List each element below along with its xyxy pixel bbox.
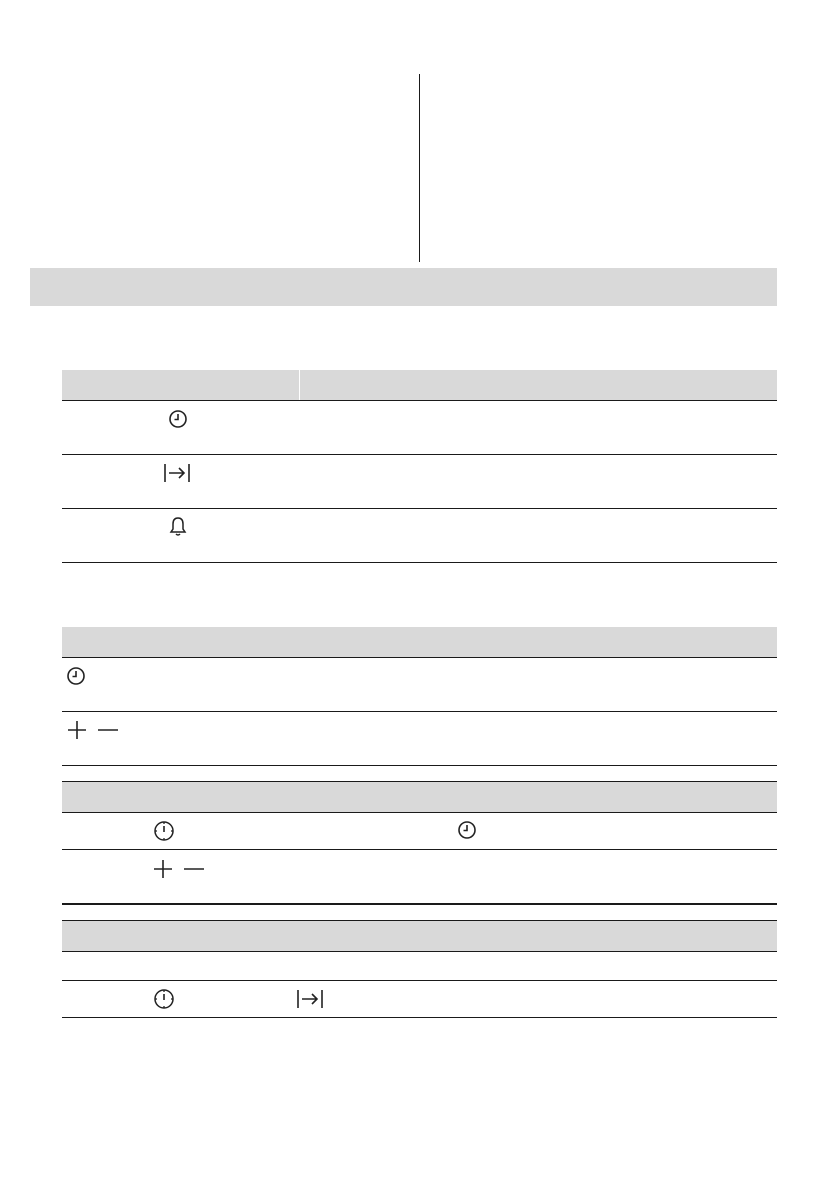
table-header [62,920,777,951]
table-rule [62,980,777,981]
table-rule [62,781,777,782]
column-divider [419,74,420,262]
duration-arrow-icon [295,988,325,1010]
clock-icon [66,666,86,686]
table-header-divider [299,370,300,400]
table-rule [62,400,777,401]
timer-dial-icon [153,988,175,1010]
section-heading-band [30,268,777,306]
table-rule [62,849,777,850]
table-rule [62,951,777,952]
plus-minus-icon [64,719,124,741]
table-rule [62,711,777,712]
table-rule [62,812,777,813]
table-rule [62,765,777,766]
plus-minus-icon [150,858,210,880]
bell-icon [168,516,188,538]
table-rule [62,657,777,658]
table-rule [62,508,777,509]
table-header [62,370,777,400]
table-rule [62,903,777,905]
table-rule [62,920,777,921]
table-header [62,627,777,657]
table-rule [62,1017,777,1018]
clock-icon [457,820,477,840]
timer-dial-icon [153,820,175,842]
duration-arrow-icon [162,462,192,484]
table-header [62,781,777,812]
table-rule [62,454,777,455]
table-rule [62,562,777,563]
clock-icon [168,409,188,429]
